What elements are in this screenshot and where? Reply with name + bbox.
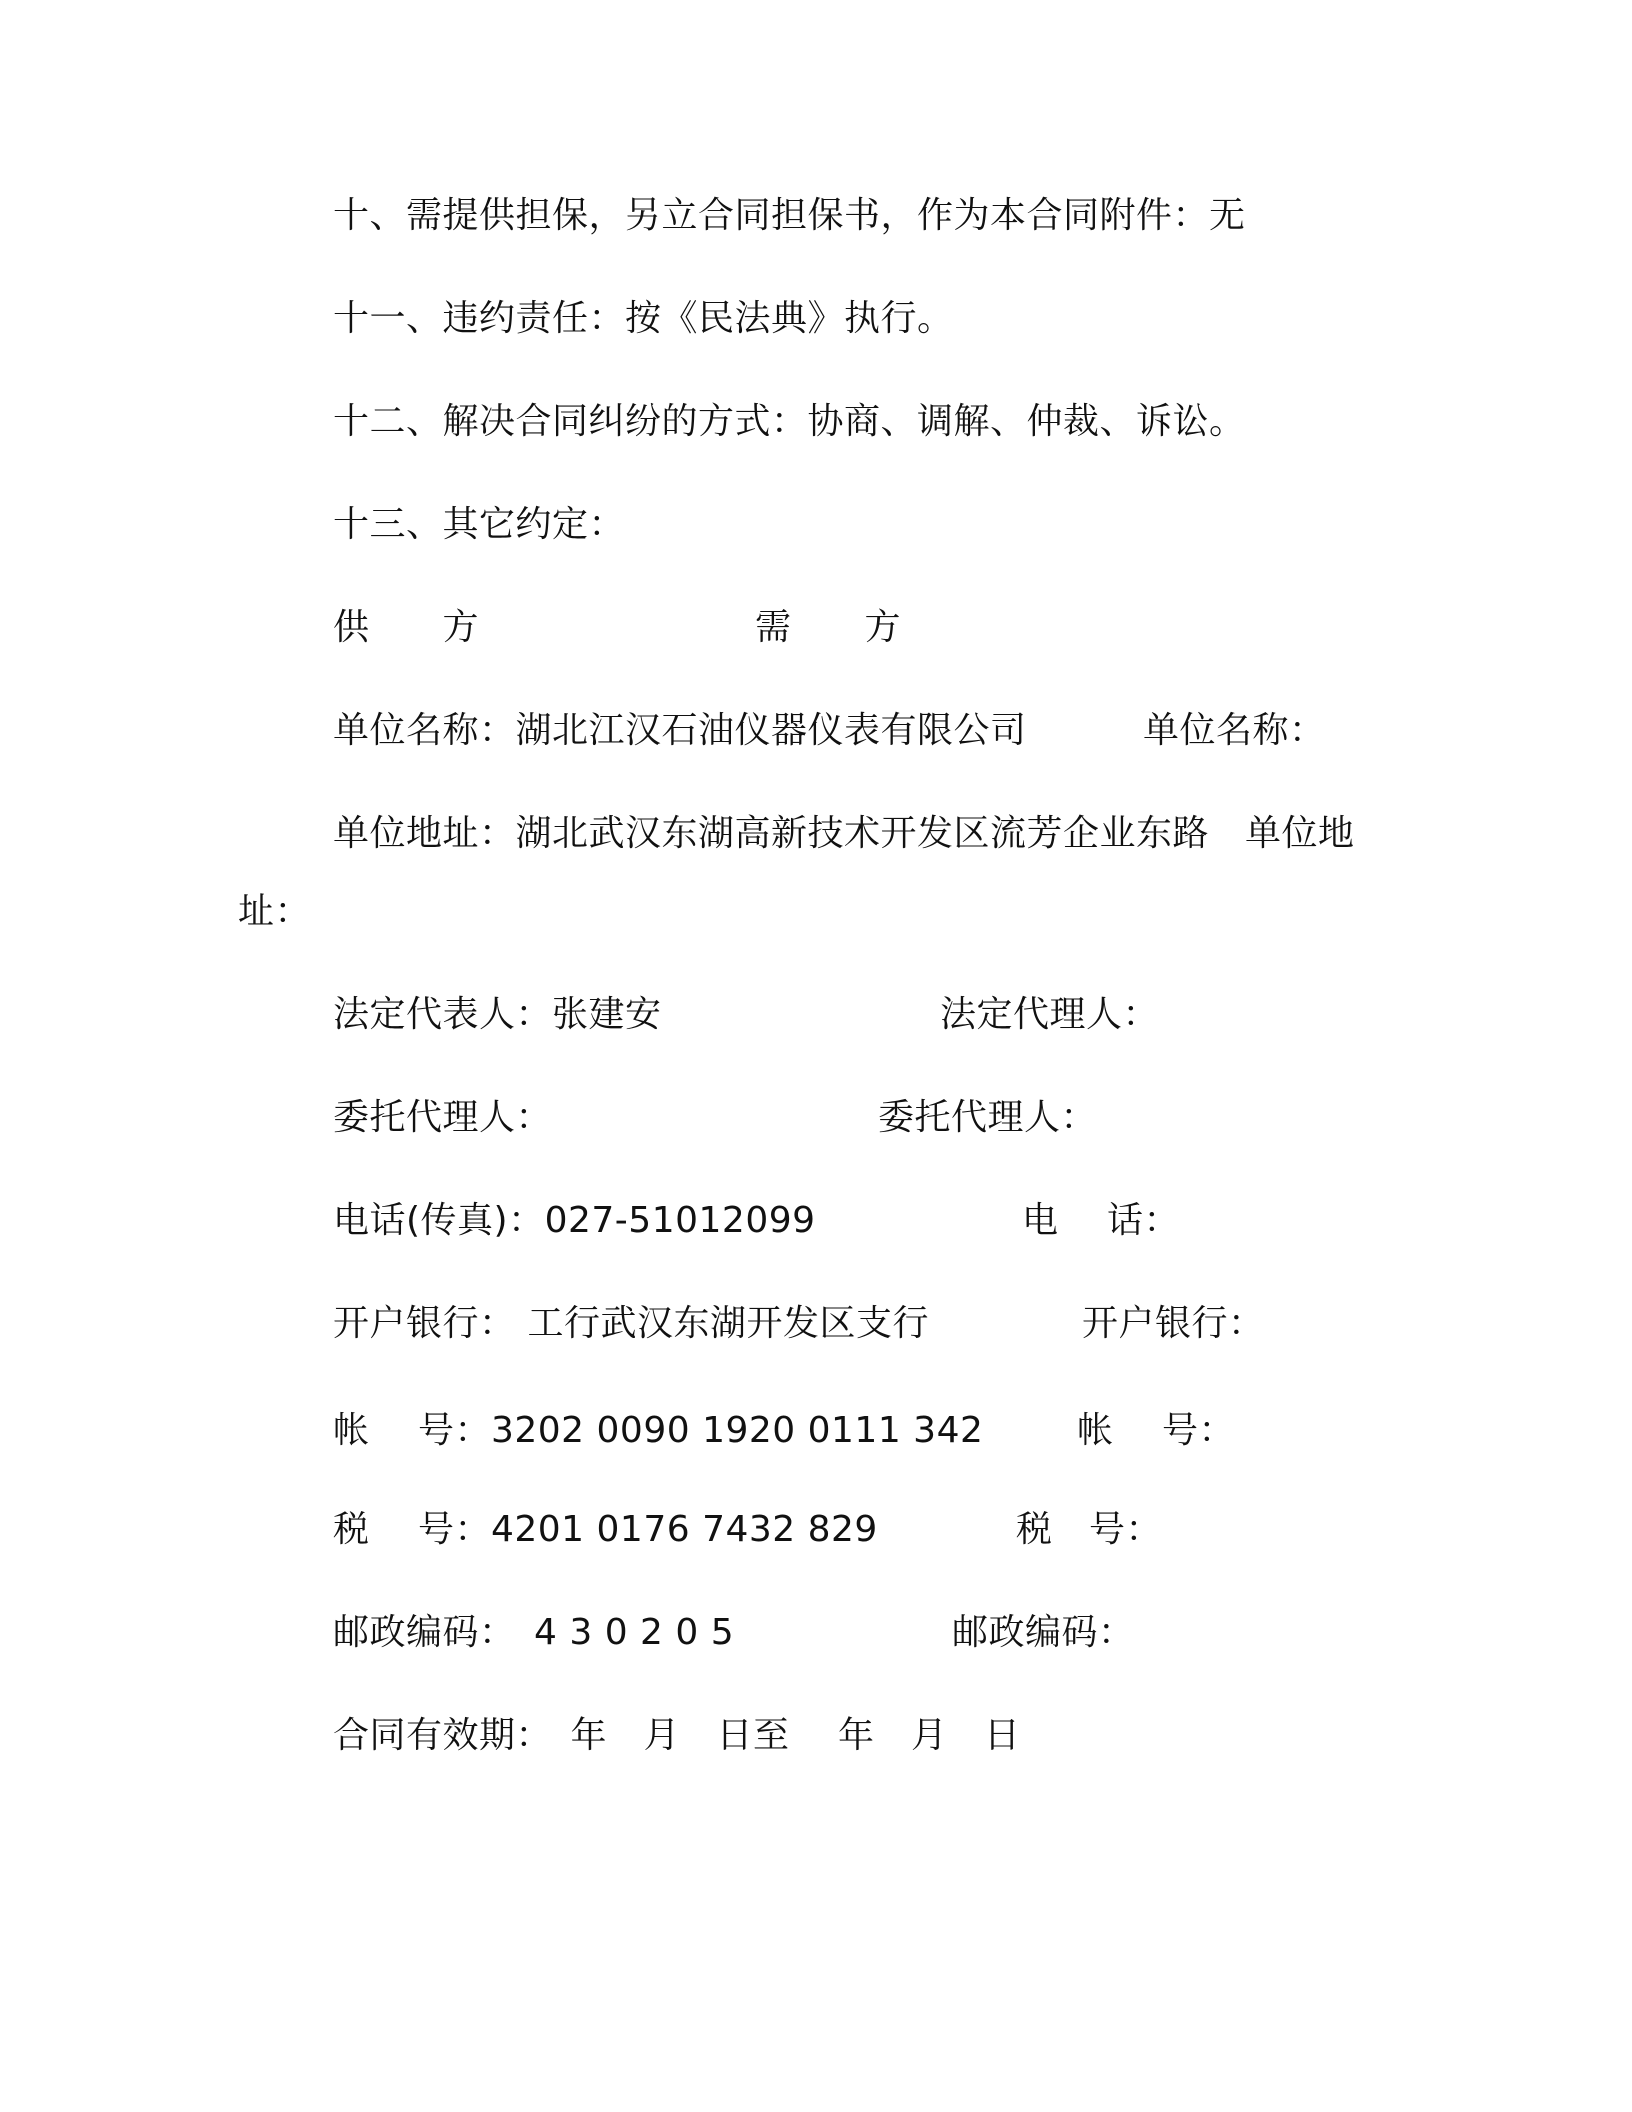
supplier-tax-no: 税 号：4201 0176 7432 829 [333,1509,878,1550]
buyer-unit-name: 单位名称： [1143,710,1326,751]
clause-10: 十、需提供担保，另立合同担保书，作为本合同附件：无 [333,195,1246,236]
supplier-postcode: 邮政编码： 4 3 0 2 0 5 [333,1612,735,1653]
supplier-bank: 开户银行： 工行武汉东湖开发区支行 [333,1303,929,1344]
buyer-legal-agent: 法定代理人： [940,994,1160,1035]
supplier-unit-name: 单位名称：湖北江汉石油仪器仪表有限公司 [333,710,1027,751]
supplier-account: 帐 号：3202 0090 1920 0111 342 [333,1410,984,1451]
supplier-legal-rep: 法定代表人：张建安 [333,994,662,1035]
supplier-heading: 供 方 [333,607,480,648]
buyer-unit-address-label: 单位地 [1245,813,1355,854]
buyer-heading: 需 方 [755,607,902,648]
clause-13: 十三、其它约定： [333,504,626,545]
supplier-phone: 电话(传真)：027-51012099 [333,1200,816,1241]
buyer-bank: 开户银行： [1082,1303,1265,1344]
buyer-postcode: 邮政编码： [952,1612,1135,1653]
buyer-agent: 委托代理人： [878,1097,1098,1138]
contract-validity: 合同有效期： 年 月 日至 年 月 日 [333,1715,1021,1756]
buyer-phone: 电 话： [1022,1200,1180,1241]
buyer-tax-no: 税 号： [1016,1509,1163,1550]
buyer-account: 帐 号： [1077,1410,1235,1451]
buyer-unit-address-label-wrap: 址： [238,891,312,932]
supplier-unit-address: 单位地址：湖北武汉东湖高新技术开发区流芳企业东路 [333,813,1210,854]
clause-12: 十二、解决合同纠纷的方式：协商、调解、仲裁、诉讼。 [333,401,1246,442]
clause-11: 十一、违约责任：按《民法典》执行。 [333,298,954,339]
supplier-agent: 委托代理人： [333,1097,553,1138]
